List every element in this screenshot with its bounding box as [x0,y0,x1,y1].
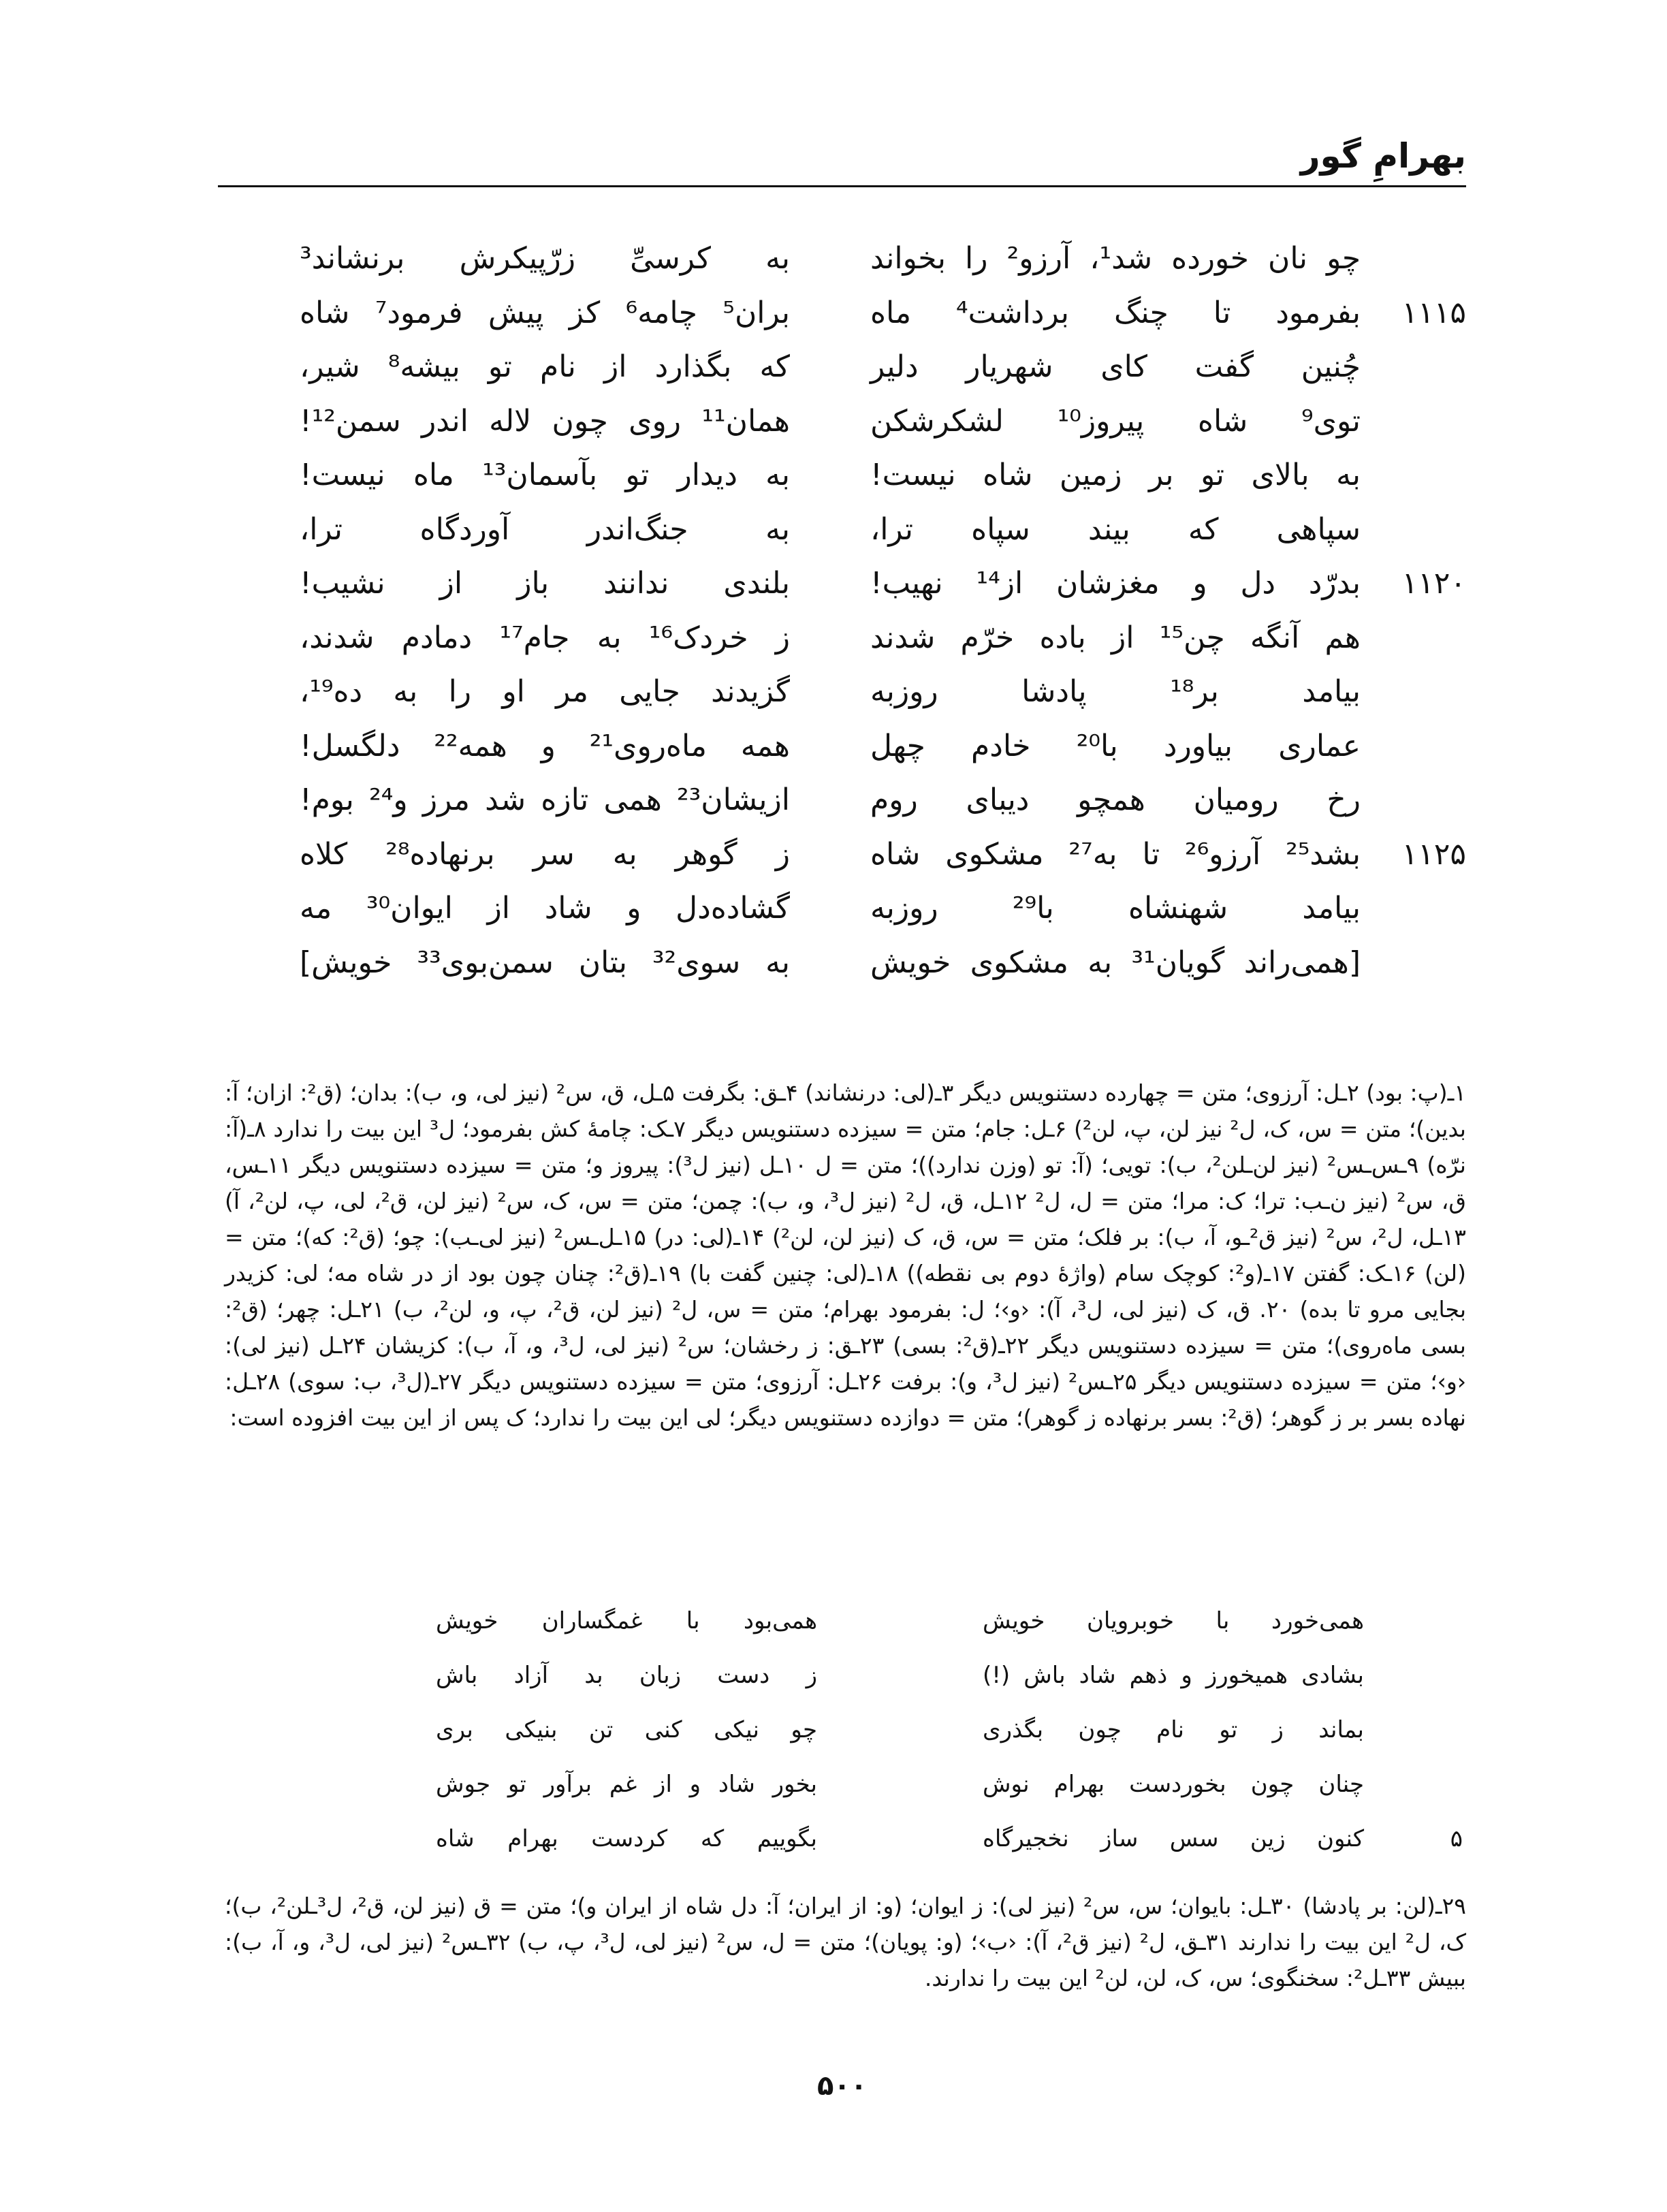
verse-row [286,776,1466,831]
verse-row [286,343,1466,398]
hemistich-left: همه ماه‌روی²¹ و همه²² دلگسل! [300,728,791,763]
line-number: ۱۱۱۵ [1401,295,1466,330]
hemistich-left: بران⁵ چامه⁶ کز پیش فرمود⁷ شاه [300,295,790,330]
added-hemistich-right: کنون زین سس ساز نخجیرگاه [983,1825,1364,1852]
footnotes-apparatus-continued: ۲۹ـ(لن: بر پادشا) ۳۰ـل: بایوان؛ س، س² (نیز لی): ز ایوان؛ (و: از ایران؛ آ: دل شاه از ایران و)؛ متن = ق (نیز لن، ق²، ل³ـلن²، ب)؛ ک، ل² این بیت را ندارند ۳۱ـق، ل² (نیز ق²، آ): ‹ب›؛ (و: پویان)؛ متن = ل، س² (نیز لی، ل³، پ، ب) ۳۲ـس² (نیز لی، ل³، و، آ، ب): ببیش ۳۳ـل²: سخنگوی؛ س، ک، لن، لن² این بیت را ندارند. [225,1893,1467,1991]
added-hemistich-left: چو نیکی کنی تن بنیکی بری [436,1716,817,1743]
hemistich-left: همان¹¹ روی چون لاله اندر سمن¹²! [300,403,790,439]
hemistich-right: سپاهی که بیند سپاه ترا، [870,511,1361,547]
hemistich-left: ازیشان²³ همی تازه شد مرز و²⁴ بوم! [300,783,790,817]
added-hemistich-left: بگوییم که کردست بهرام شاه [436,1825,817,1852]
page-number: ۵۰۰ [817,2070,868,2102]
verse-row [286,831,1466,885]
verse-row [286,289,1466,344]
hemistich-left: به جنگ‌اندر آوردگاه ترا، [300,511,790,547]
added-hemistich-right: چنان چون بخوردست بهرام نوش [983,1771,1364,1798]
hemistich-right: هم آنگه چن¹⁵ از باده خرّم شدند [870,620,1361,655]
line-number: ۱۱۲۰ [1401,566,1466,601]
hemistich-right: بشد²⁵ آرزو²⁶ تا به²⁷ مشکوی شاه [870,836,1361,872]
hemistich-left: به دیدار تو بآسمان¹³ ماه نیست! [300,458,791,492]
hemistich-right: بفرمود تا چنگ برداشت⁴ ماه [870,295,1361,330]
added-verses-block [436,1600,1463,1873]
hemistich-right: عماری بیاورد با²⁰ خادم چهل [870,728,1361,763]
verse-row [286,235,1466,289]
added-hemistich-left: همی‌بود با غمگساران خویش [436,1607,817,1634]
line-number: ۱۱۲۵ [1401,836,1466,872]
added-verse-row [436,1709,1463,1764]
verse-row [286,506,1466,560]
added-hemistich-right: بماند ز تو نام چون بگذری [983,1716,1364,1743]
added-verse-row [436,1600,1463,1655]
hemistich-right: چُنین گفت کای شهریار دلیر [870,349,1361,384]
hemistich-left: ز گوهر به سر برنهاده²⁸ کلاه [300,836,790,872]
hemistich-left: ز خردک¹⁶ به جام¹⁷ دمادم شدند، [300,620,791,655]
running-title: بهرامِ گور [1300,136,1466,176]
hemistich-left: گشاده‌دل و شاد از ایوان³⁰ مه [300,891,790,926]
verse-block [286,235,1466,993]
hemistich-left: که بگذارد از نام تو بیشه⁸ شیر، [300,349,791,384]
added-hemistich-left: بخور شاد و از غم برآور تو جوش [436,1771,817,1798]
hemistich-right: توی⁹ شاه پیروز¹⁰ لشکرشکن [870,403,1361,439]
verse-row [286,939,1466,994]
footnotes-apparatus: ۱ـ(پ: بود) ۲ـل: آرزوی؛ متن = چهارده دستنویس دیگر ۳ـ(لی: درنشاند) ۴ـق: بگرفت ۵ـل، ق، س² (نیز لی، و، ب): بدان؛ (ق²: ازان؛ آ: بدین)؛ متن = س، ک، ل² نیز لن، پ، لن²) ۶ـل: جام؛ متن = سیزده دستنویس دیگر ۷ـک: چامهٔ کش بفرمود؛ ل³ این بیت را ندارد ۸ـ(آ: نرّه) ۹ـس‌ـس² (نیز لن‌ـلن²، ب): تویی؛ (آ: تو (وزن ندارد))؛ متن = ل ۱۰ـل (نیز ل³): پیروز و؛ متن = سیزده دستنویس دیگر ۱۱ـس، ق، س² (نیز ن‌ـب: ترا؛ ک: مرا؛ متن = ل، ل² ۱۲ـل، ق، ل² (نیز ل³، و، ب): چمن؛ متن = س، ک، س² (نیز لن، ق²، لی، پ، لن²، آ) ۱۳ـل، ل²، س² (نیز ق²ـو، آ، ب): بر فلک؛ متن = س، ق، ک (نیز لن، لن²) ۱۴ـ(لی: در) ۱۵ـل‌ـس² (نیز لی‌ـب): چو؛ (ق²: که)؛ متن = (لن) ۱۶ـک: گفتن ۱۷ـ(و²: کوچک سام (واژهٔ دوم بی نقطه)) ۱۸ـ(لی: چنین گفت با) ۱۹ـ(ق²: چنان چون بود از در شاه مه؛ لی: کزیدر بجایی مرو تا بده) ۲۰. ق، ک (نیز لی، ل³، آ): ‹و›؛ ل: بفرمود بهرام؛ متن = س، ل² (نیز لن، ق²، پ، و، لن²، ب) ۲۱ـل: چهر؛ (ق²: بسی ماه‌روی)؛ متن = سیزده دستنویس دیگر ۲۲ـ(ق²: بسی) ۲۳ـق: ز رخشان؛ س² (نیز لی، ل³، و، آ، ب): کزیشان ۲۴ـل (نیز لی): ‹و›؛ متن = سیزده دستنویس دیگر ۲۵ـس² (نیز ل³، و): برفت ۲۶ـل: آرزوی؛ متن = سیزده دستنویس دیگر ۲۷ـ(ل³، ب: سوی) ۲۸ـل: نهاده بسر بر ز گوهر؛ (ق²: بسر برنهاده ز گوهر)؛ متن = دوازده دستنویس دیگر؛ لی این بیت را ندارد؛ ک پس از این بیت افزوده است: [225,1079,1467,1431]
added-verse-row [436,1764,1463,1818]
hemistich-left: بلندی ندانند باز از نشیب! [300,566,790,601]
hemistich-right: [همی‌راند گویان³¹ به مشکوی خویش [870,945,1361,980]
added-hemistich-left: ز دست زبان بد آزاد باش [436,1662,817,1689]
hemistich-right: بدرّد دل و مغزشان از¹⁴ نهیب! [870,566,1361,601]
hemistich-right: بیامد بر¹⁸ پادشا روزبه [870,674,1361,709]
hemistich-left: گزیدند جایی مر او را به ده¹⁹، [300,674,790,709]
added-hemistich-right: بشادی همیخورز و ذهم شاد باش (!) [983,1662,1364,1689]
verse-row [286,885,1466,939]
header-rule [218,185,1466,187]
verse-row [286,723,1466,777]
verse-row [286,398,1466,452]
hemistich-left: به سوی³² بتان سمن‌بوی³³ خویش] [300,945,790,980]
added-verse-row [436,1655,1463,1709]
verse-row [286,614,1466,669]
hemistich-right: بیامد شهنشاه با²⁹ روزبه [870,891,1361,926]
verse-row [286,452,1466,506]
hemistich-right: به بالای تو بر زمین شاه نیست! [870,458,1361,492]
verse-row [286,668,1466,723]
added-verse-row [436,1818,1463,1873]
hemistich-right: چو نان خورده شد¹، آرزو² را بخواند [870,241,1361,276]
hemistich-left: به کرسیِّ زرّپیکرش برنشاند³ [300,241,790,276]
added-hemistich-right: همی‌خورد با خوبرویان خویش [983,1607,1364,1634]
hemistich-right: رخ رومیان همچو دیبای روم [870,783,1361,817]
added-line-number: ۵ [1450,1825,1463,1852]
verse-row [286,560,1466,614]
